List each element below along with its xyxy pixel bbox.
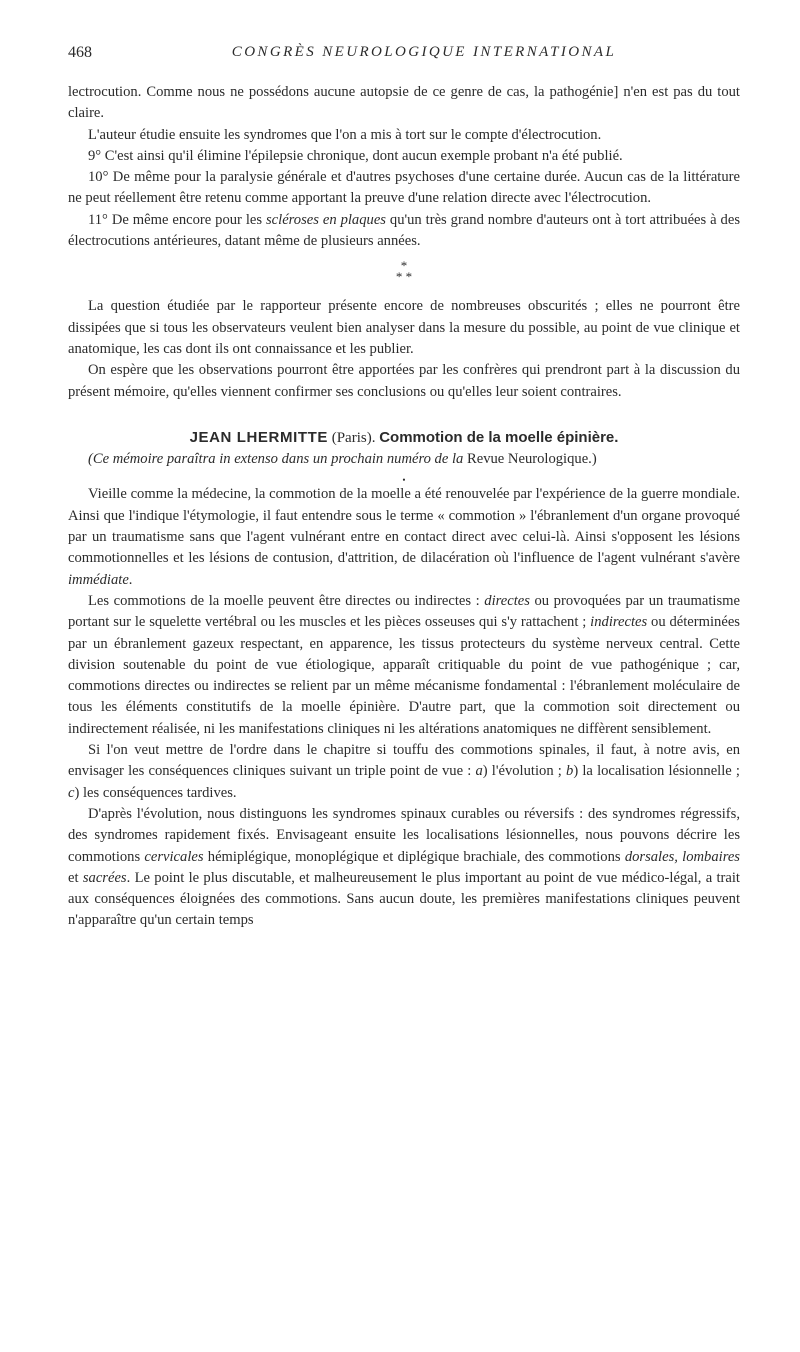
running-head: CONGRÈS NEUROLOGIQUE INTERNATIONAL <box>231 44 617 60</box>
page-body <box>68 82 740 932</box>
asterism-top: * <box>400 258 408 274</box>
text-run: Les commotions de la moelle peuvent être directes ou indirectes : <box>88 592 485 609</box>
text-run: . <box>128 571 133 588</box>
italic-text: indirectes <box>590 614 648 631</box>
note-roman: Revue Neurologique.) <box>463 451 597 468</box>
paragraph: L'auteur étudie ensuite les syndromes que l'on a mis à tort sur le compte d'électrocution. <box>88 126 602 143</box>
italic-text: directes <box>484 592 530 609</box>
author-city: (Paris). <box>331 429 376 446</box>
asterism-bottom: * * <box>395 269 413 285</box>
text-run: hémiplégique, monoplégique et diplégique brachiale, des commotions <box>203 848 625 865</box>
list-item-11 <box>68 210 740 253</box>
bullet-mark: • <box>402 475 406 486</box>
italic-text: b <box>566 763 574 780</box>
text-run: 11° De même encore pour les <box>88 211 266 228</box>
editorial-note <box>68 449 740 470</box>
text-run: Si l'on veut mettre de l'ordre dans le chapitre si touffu des commotions spinales, il faut, à notre avis, en envisager les conséquences cliniques suivant un triple point de vue : <box>68 742 740 780</box>
italic-text: sacrées <box>82 869 127 886</box>
text-run: Vieille comme la médecine, la commotion de la moelle a été renouvelée par l'expérience de la guerre mondiale. Ainsi que l'indique l'étymologie, il faut entendre sous le terme « commotion » l'ébranlement d'un organe provoqué par un traumatisme sans que l'agent vulnérant entre en contact direct avec celui-là. Ainsi s'opposent les lésions commotionnelles et les lésions de contusion, d'attrition, de dilacération où l'influence de l'agent vulnérant s'avère <box>68 486 740 567</box>
text-run: ) les conséquences tardives. <box>74 784 237 801</box>
text-run: . Le point le plus discutable, et malheureusement le plus important au point de vue médico-légal, a trait aux conséquences éloignées des commotions. Sans aucun doute, les premières manifestations cliniques peuvent n'apparaître qu'un certain temps <box>68 869 740 929</box>
text-run: et <box>68 869 83 886</box>
paragraph <box>68 804 740 932</box>
text-run: ) l'évolution ; <box>482 763 567 780</box>
section-heading <box>68 427 740 449</box>
paragraph: On espère que les observations pourront être apportées par les confrères qui prendront part à la discussion du présent mémoire, qu'elles viennent confirmer ses conclusions ou qu'elles leur soient contraires. <box>68 362 740 400</box>
text-run: ou déterminées par un ébranlement gazeux respectant, en apparence, les tissus protecteurs du système nerveux central. Cette division soutenable du point de vue étiologique, apparaît critiquable du point de vue pathogénique ; car, commotions directes ou indirectes se relient par un même mécanisme fondamental : l'ébranlement moléculaire de tous les éléments constitutifs de la moelle épinière. D'autre part, que la commotion soit directement ou indirectement réalisée, ni les manifestations cliniques ni les altérations anatomiques ne diffèrent sensiblement. <box>68 614 740 737</box>
italic-text: scléroses en plaques <box>265 211 386 228</box>
author-name: JEAN LHERMITTE <box>189 428 328 446</box>
italic-text: cervicales <box>144 848 204 865</box>
page-header <box>68 44 740 70</box>
paragraph: lectrocution. Comme nous ne possédons aucune autopsie de ce genre de cas, la pathogénie] n'en est pas du tout claire. <box>68 84 740 122</box>
text-run: ) la localisation lésionnelle ; <box>573 763 740 780</box>
paragraph <box>68 484 740 590</box>
paragraph: La question étudiée par le rapporteur présente encore de nombreuses obscurités ; elles ne pourront être dissipées que si tous les observateurs veulent bien analyser dans la mesure du possible, au point de vue clinique et anatomique, les cas dont ils ont connaissance et les publier. <box>68 298 740 357</box>
paragraph <box>68 740 740 804</box>
paragraph <box>68 591 740 740</box>
list-item-9: 9° C'est ainsi qu'il élimine l'épilepsie chronique, dont aucun exemple probant n'a été publié. <box>88 147 623 164</box>
text-run: qu'un très grand nombre d'auteurs ont à tort attribuées à des électrocutions antérieures, datant même de plusieurs années. <box>68 211 740 250</box>
list-item-10: 10° De même pour la paralysie générale et d'autres psychoses d'une certaine durée. Aucun cas de la littérature ne peut réellement être retenu comme apportant la preuve d'une relation directe avec l'électrocution. <box>68 169 740 207</box>
italic-text: a <box>475 763 483 780</box>
text-run: D'après l'évolution, nous distinguons les syndromes spinaux curables ou réversifs : des syndromes régressifs, des syndromes rapidement fixés. Envisageant ensuite les localisations lésionnelles, nous pouvons décrire les commotions <box>68 805 740 865</box>
asterism <box>68 258 740 285</box>
italic-text: dorsales, lombaires <box>624 848 740 865</box>
page-number: 468 <box>68 44 92 61</box>
text-run: ou provoquées par un traumatisme portant sur le squelette vertébral ou les muscles et les pièces osseuses qui s'y rattachent ; <box>68 592 740 631</box>
note-italic: (Ce mémoire paraîtra in extenso dans un prochain numéro de la <box>88 451 464 468</box>
italic-text: c <box>68 784 75 801</box>
paper-title: Commotion de la moelle épinière. <box>379 428 619 446</box>
italic-text: immédiate <box>68 571 129 588</box>
